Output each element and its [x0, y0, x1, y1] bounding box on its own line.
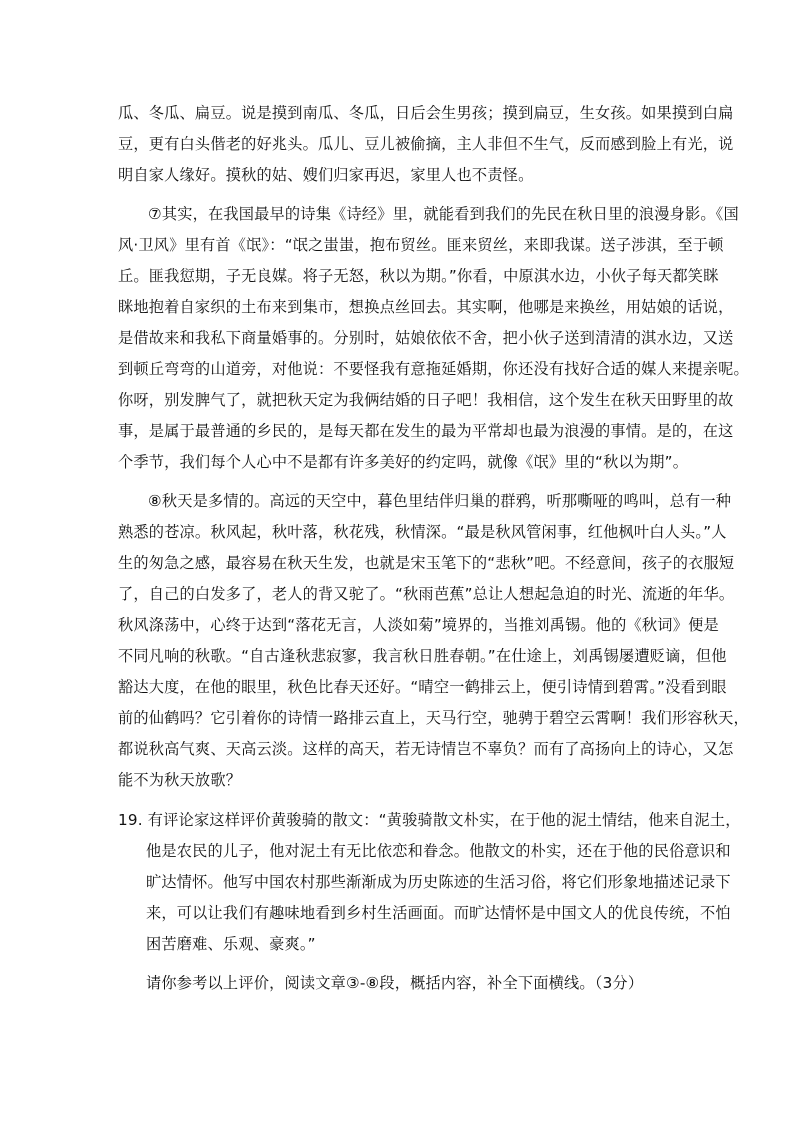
paragraph-6-line-3: 明自家人缘好。摸秋的姑、嫂们归家再迟，家里人也不责怪。 — [118, 166, 534, 184]
paragraph-6-line-2: 豆，更有白头偕老的好兆头。瓜儿、豆儿被偷摘，主人非但不生气，反而感到脸上有光，说 — [118, 135, 734, 153]
paragraph-8-line-8: 前的仙鹤吗？它引着你的诗情一路排云直上，天马行空，驰骋于碧空云霄啊！我们形容秋天， — [118, 709, 749, 727]
question-19-line-3: 旷达情怀。他写中国农村那些渐渐成为历史陈迹的生活习俗，将它们形象地描述记录下 — [146, 873, 731, 891]
paragraph-8-line-2: 熟悉的苍凉。秋风起，秋叶落，秋花残，秋情深。“最是秋风管闲事，红他枫叶白人头。”人 — [118, 523, 727, 541]
paragraph-7-line-9: 个季节，我们每个人心中不是都有许多美好的约定吗，就像《氓》里的“秋以为期”。 — [118, 453, 689, 471]
paragraph-8-line-10: 能不为秋天放歌？ — [118, 771, 242, 789]
paragraph-8-line-9: 都说秋高气爽、天高云淡。这样的高天，若无诗情岂不辜负？而有了高扬向上的诗心，又怎 — [118, 740, 734, 758]
paragraph-8-line-6: 不同凡响的秋歌。“自古逢秋悲寂寥，我言秋日胜春朝。”在仕途上，刘禹锡屡遭贬谪，但他 — [118, 647, 727, 665]
question-number: 19. — [118, 811, 143, 829]
paragraph-7-line-5: 是借故来和我私下商量婚事的。分别时，姑娘依依不舍，把小伙子送到清清的淇水边，又送 — [118, 329, 734, 347]
question-19-instruction — [146, 973, 643, 993]
paragraph-8-line-3: 生的匆急之感，最容易在秋天生发，也就是宋玉笔下的“悲秋”吧。不经意间，孩子的衣服短 — [118, 554, 735, 572]
paragraph-7-line-4: 眯地抱着自家织的土布来到集市，想换点丝回去。其实啊，他哪是来换丝，用姑娘的话说， — [118, 298, 734, 316]
instruction-text: 请你参考以上评价，阅读文章③-⑧段，概括内容，补全下面横线。 — [146, 974, 595, 992]
paragraph-8-line-4: 了，自己的白发多了，老人的背又驼了。“秋雨芭蕉”总让人想起急迫的时光、流逝的年华。 — [118, 585, 735, 603]
paragraph-7-line-8: 事，是属于最普通的乡民的，是每天都在发生的最为平常却也最为浪漫的事情。是的，在这 — [118, 422, 734, 440]
paragraph-6-line-1: 瓜、冬瓜、扁豆。说是摸到南瓜、冬瓜，日后会生男孩；摸到扁豆，生女孩。如果摸到白扁 — [118, 104, 734, 122]
paragraph-8-line-5: 秋风涤荡中，心终于达到“落花无言，人淡如菊”境界的，当推刘禹锡。他的《秋词》便是 — [118, 616, 719, 634]
question-19-line-5: 困苦磨难、乐观、豪爽。” — [146, 935, 316, 953]
question-19-line-2: 他是农民的儿子，他对泥土有无比依恋和眷念。他散文的朴实，还在于他的民俗意识和 — [146, 842, 731, 860]
paragraph-8-line-1: ⑧秋天是多情的。高远的天空中，暮色里结伴归巢的群鸦，听那嘶哑的鸣叫，总有一种 — [148, 492, 732, 510]
paragraph-7-line-1: ⑦其实，在我国最早的诗集《诗经》里，就能看到我们的先民在秋日里的浪漫身影。《国 — [148, 205, 739, 223]
paragraph-8-line-7: 豁达大度，在他的眼里，秋色比春天还好。“晴空一鹤排云上，便引诗情到碧霄。”没看到眼 — [118, 678, 727, 696]
question-19-line-1 — [118, 810, 741, 830]
paragraph-7-line-7: 你呀，别发脾气了，就把秋天定为我俩结婚的日子吧！我相信，这个发生在秋天田野里的故 — [118, 391, 734, 409]
score-label: （3分） — [594, 974, 644, 992]
paragraph-7-line-6: 到顿丘弯弯的山道旁，对他说：不要怪我有意拖延婚期，你还没有找好合适的媒人来提亲呢。 — [118, 360, 749, 378]
question-19-line-4: 来，可以让我们有趣味地看到乡村生活画面。而旷达情怀是中国文人的优良传统，不怕 — [146, 904, 731, 922]
paragraph-7-line-3: 丘。匪我愆期，子无良媒。将子无怒，秋以为期。”你看，中原淇水边，小伙子每天都笑眯 — [118, 267, 719, 285]
question-19-text-1: 有评论家这样评价黄骏骑的散文：“黄骏骑散文朴实，在于他的泥土情结，他来自泥土， — [147, 811, 741, 829]
paragraph-7-line-2: 风·卫风》里有首《氓》：“氓之蚩蚩，抱布贸丝。匪来贸丝，来即我谋。送子涉淇，至于顿 — [118, 236, 724, 254]
